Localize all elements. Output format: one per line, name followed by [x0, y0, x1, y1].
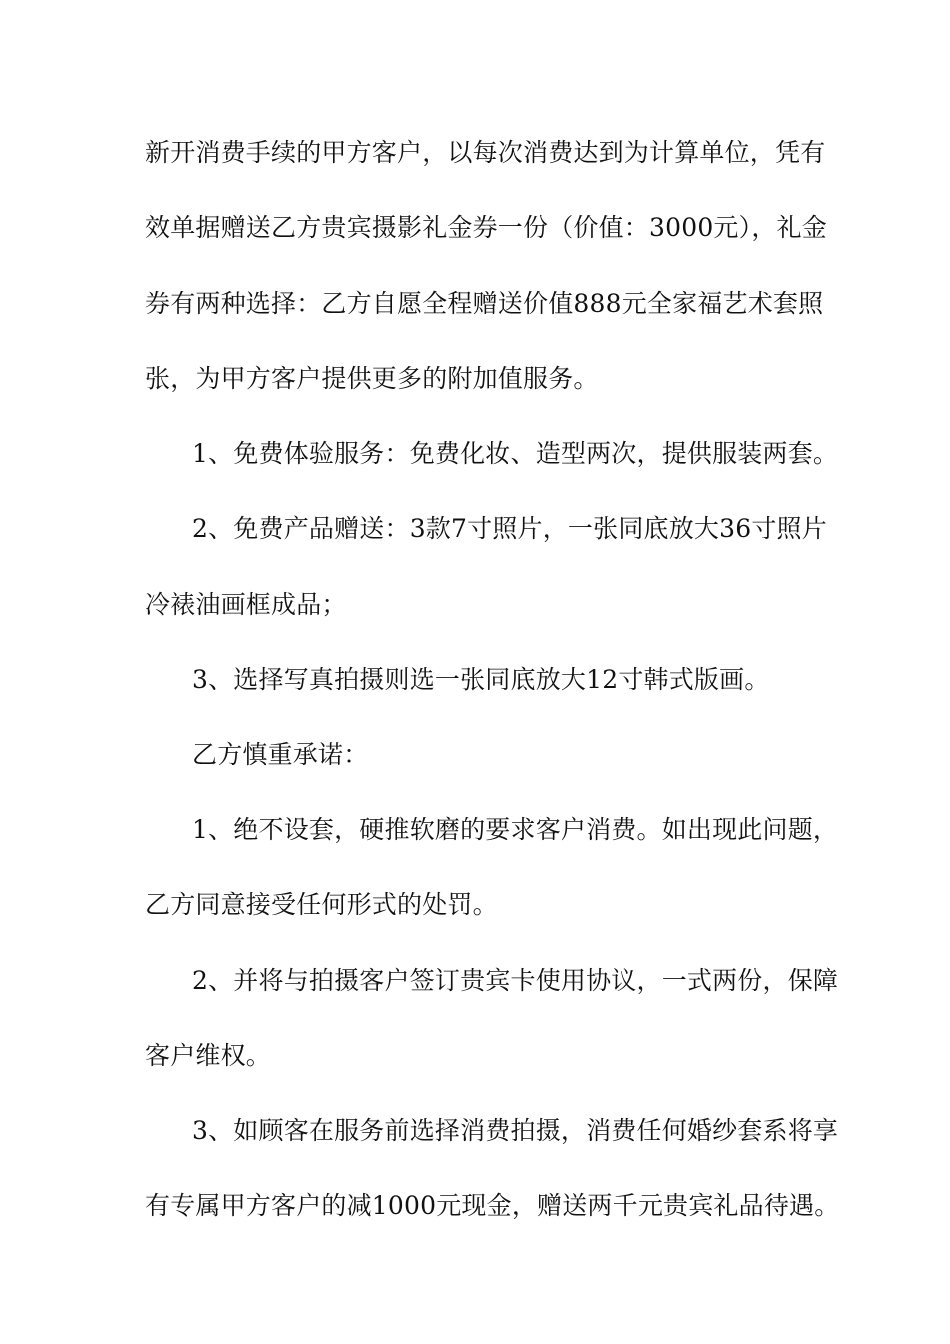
- text-line: 新开消费手续的甲方客户，以每次消费达到为计算单位，凭有: [145, 138, 826, 167]
- text-line: 客户维权。: [145, 1041, 272, 1070]
- list-item: 2、免费产品赠送：3款7寸照片，一张同底放大36寸照片: [192, 514, 827, 543]
- section-heading: 乙方慎重承诺：: [192, 740, 369, 769]
- text-line: 乙方同意接受任何形式的处罚。: [145, 890, 498, 919]
- text-line: 冷裱油画框成品；: [145, 590, 347, 619]
- list-item: 1、绝不设套，硬推软磨的要求客户消费。如出现此问题，: [192, 815, 839, 844]
- list-item: 3、如顾客在服务前选择消费拍摄，消费任何婚纱套系将享: [192, 1116, 839, 1145]
- text-line: 有专属甲方客户的减1000元现金，赠送两千元贵宾礼品待遇。: [145, 1191, 840, 1220]
- list-item: 1、免费体验服务：免费化妆、造型两次，提供服装两套。: [192, 439, 839, 468]
- list-item: 3、选择写真拍摄则选一张同底放大12寸韩式版画。: [192, 665, 770, 694]
- text-line: 效单据赠送乙方贵宾摄影礼金券一份（价值：3000元），礼金: [145, 213, 827, 242]
- text-line: 张，为甲方客户提供更多的附加值服务。: [145, 364, 599, 393]
- list-item: 2、并将与拍摄客户签订贵宾卡使用协议，一式两份，保障: [192, 966, 839, 995]
- text-line: 券有两种选择：乙方自愿全程赠送价值888元全家福艺术套照: [145, 289, 824, 318]
